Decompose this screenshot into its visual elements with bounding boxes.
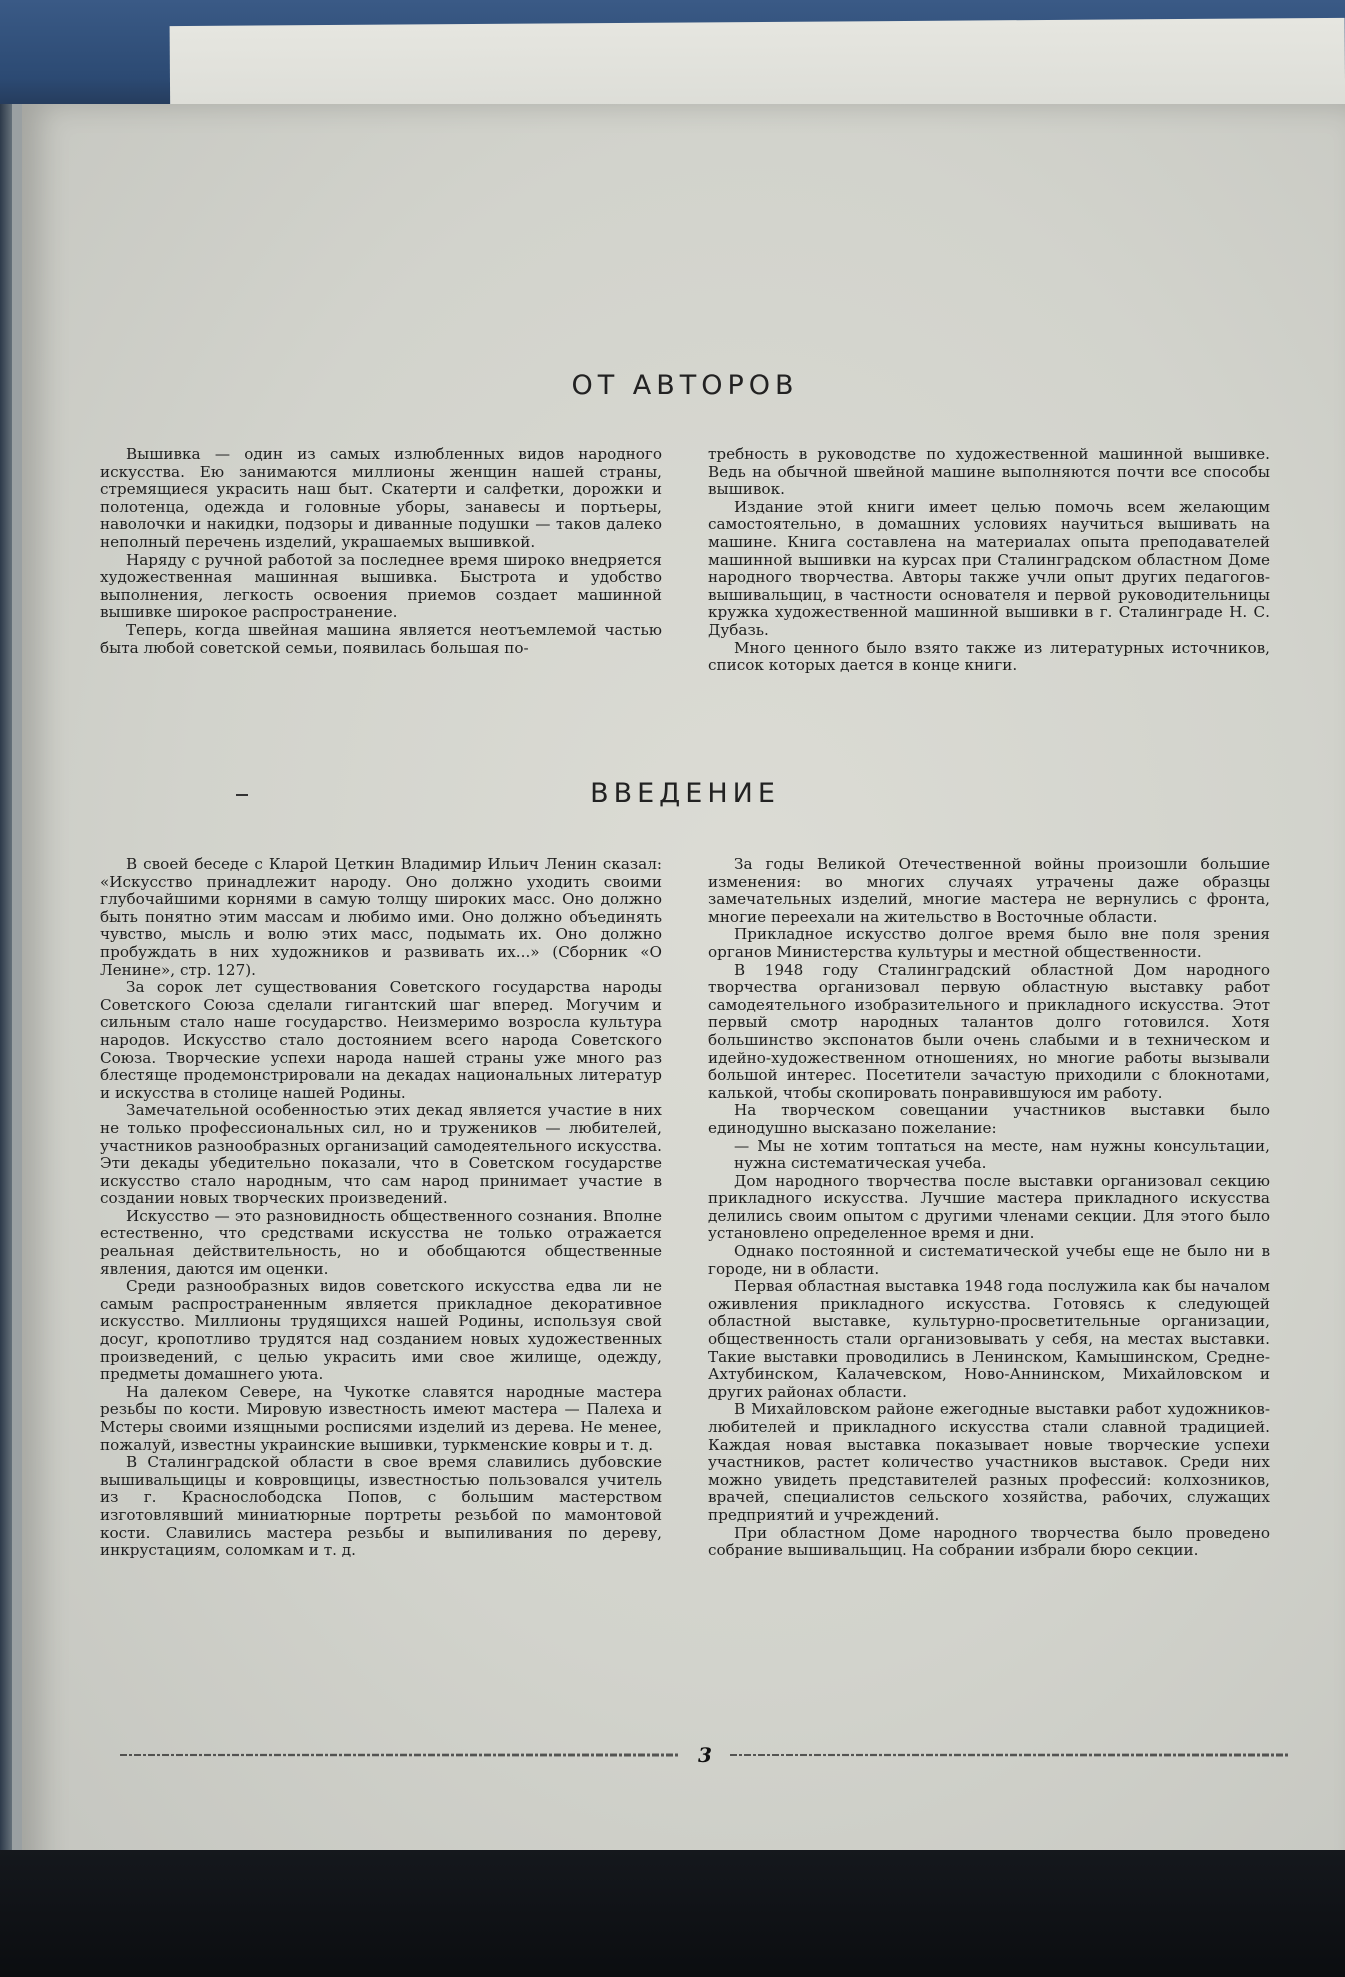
intro-right-column	[708, 856, 1270, 1560]
stray-dash-mark	[236, 794, 248, 796]
footer-rule-left	[120, 1750, 680, 1760]
intro-paragraph: На творческом совещании участников выставки было единодушно высказано пожелание:	[708, 1101, 1270, 1137]
intro-paragraph: В 1948 году Сталинградский областной Дом народного творчества организовал первую областную выставку работ самодеятельного изобразительного и прикладного искусства. Этот первый смотр народных талантов долго готовился. Хотя большинство экспонатов были очень слабыми и в техническом и идейно-художественном отношениях, но многие работы вызывали большой интерес. Посетители зачастую приходили с блокнотами, калькой, чтобы скопировать понравившуюся им работу.	[708, 960, 1270, 1102]
authors-paragraph: требность в руководстве по художественной машинной вышивке. Ведь на обычной швейной машине выполняются почти все способы вышивок.	[708, 445, 1270, 499]
background-surface-bottom	[0, 1850, 1345, 1977]
intro-paragraph: В Сталинградской области в свое время славились дубовские вышивальщицы и ковровщицы, известностью пользовался учитель из г. Краснослободска Попов, с большим мастерством изготовлявший миниатюрные портреты резьбой по мамонтовой кости. Славились мастера резьбы и выпиливания по дереву, инкрустациям, соломкам и т. д.	[100, 1453, 662, 1560]
page-number: 3	[698, 1743, 712, 1767]
authors-paragraph: Много ценного было взято также из литературных источников, список которых дается в конце книги.	[708, 638, 1270, 675]
intro-paragraph: При областном Доме народного творчества было проведено собрание вышивальщиц. На собрании избрали бюро секции.	[708, 1523, 1270, 1560]
authors-section-columns	[100, 446, 1270, 675]
intro-paragraph: Дом народного творчества после выставки организовал секцию прикладного искусства. Лучшие мастера прикладного искусства делились своим опытом с другими членами секции. Для этого было установлено определенное время и дни.	[708, 1171, 1270, 1243]
intro-paragraph: Первая областная выставка 1948 года послужила как бы началом оживления прикладного искусства. Готовясь к следующей областной выставке, культурно-просветительные организации, общественность стали организовывать у себя, на местах выставки. Такие выставки проводились в Ленинском, Камышинском, Средне-Ахтубинском, Калачевском, Ново-Аннинском, Михайловском и других районах области.	[708, 1277, 1270, 1401]
footer-rule-right	[730, 1750, 1290, 1760]
intro-paragraph: За годы Великой Отечественной войны произошли большие изменения: во многих случаях утрачены даже образцы замечательных изделий, многие мастера не вернулись с фронта, многие переехали на жительство в Восточные области.	[708, 855, 1270, 926]
authors-section-title: ОТ АВТОРОВ	[571, 370, 799, 401]
intro-paragraph: В своей беседе с Кларой Цеткин Владимир Ильич Ленин сказал: «Искусство принадлежит народу. Оно должно уходить своими глубочайшими корнями в самую толщу широких масс. Оно должно быть понятно этим массам и любимо ими. Оно должно объединять чувство, мысль и волю этих масс, подымать их. Оно должно пробуждать в них художников и развивать их...» (Сборник «О Ленине», стр. 127).	[100, 855, 662, 979]
authors-paragraph: Издание этой книги имеет целью помочь всем желающим самостоятельно, в домашних условиях научиться вышивать на машине. Книга составлена на материалах опыта преподавателей машинной вышивки на курсах при Сталинградском областном Доме народного творчества. Авторы также учли опыт других педагогов-вышивальщиц, в частности основателя и первой руководительницы кружка художественной машинной вышивки в г. Сталинграде Н. С. Дубазь.	[708, 497, 1270, 639]
intro-paragraph: За сорок лет существования Советского государства народы Советского Союза сделали гигантский шаг вперед. Могучим и сильным стало наше государство. Неизмеримо возросла культура народов. Искусство стало достоянием всего народа Советского Союза. Творческие успехи народа нашей страны уже много раз блестяще продемонстрировали на декадах национальных литератур и искусства в столице нашей Родины.	[100, 978, 662, 1102]
authors-left-column	[100, 446, 662, 675]
intro-section-title: ВВЕДЕНИЕ	[590, 778, 780, 809]
authors-right-column	[708, 446, 1270, 675]
intro-paragraph: Искусство — это разновидность общественного сознания. Вполне естественно, что средствами искусства не только отражается реальная действительность, но и обобщаются общественные явления, даются им оценки.	[100, 1206, 662, 1278]
authors-paragraph: Вышивка — один из самых излюбленных видов народного искусства. Ею занимаются миллионы женщин нашей страны, стремящиеся украсить наш быт. Скатерти и салфетки, дорожки и полотенца, одежда и головные уборы, занавесы и портьеры, наволочки и накидки, подзоры и диванные подушки — таков далеко неполный перечень изделий, украшаемых вышивкой.	[100, 445, 662, 551]
intro-paragraph: Замечательной особенностью этих декад является участие в них не только профессиональных сил, но и тружеников — любителей, участников разнообразных организаций самодеятельного искусства. Эти декады убедительно показали, что в Советском государстве искусство стало народным, что сам народ принимает участие в создании новых творческих произведений.	[100, 1101, 662, 1208]
intro-left-column	[100, 856, 662, 1560]
intro-paragraph: Среди разнообразных видов советского искусства едва ли не самым распространенным является прикладное декоративное искусство. Миллионы трудящихся нашей Родины, используя свой досуг, кропотливо трудятся над созданием новых художественных произведений, с целью украсить ими свое жилище, одежду, предметы домашнего уюта.	[100, 1277, 662, 1384]
intro-paragraph: На далеком Севере, на Чукотке славятся народные мастера резьбы по кости. Мировую известность имеют мастера — Палеха и Мстеры своими изящными росписями изделий из дерева. Не менее, пожалуй, известны украинские вышивки, туркменские ковры и т. д.	[100, 1382, 662, 1454]
authors-paragraph: Наряду с ручной работой за последнее время широко внедряется художественная машинная вышивка. Быстрота и удобство выполнения, легкость освоения приемов создает машинной вышивке широкое распространение.	[100, 550, 662, 622]
authors-paragraph: Теперь, когда швейная машина является неотъемлемой частью быта любой советской семьи, появилась большая по-	[100, 620, 662, 657]
intro-section-columns	[100, 856, 1270, 1560]
intro-quote-line: — Мы не хотим топтаться на месте, нам нужны консультации, нужна систематическая учеба.	[734, 1136, 1270, 1173]
intro-paragraph: Однако постоянной и систематической учебы еще не было ни в городе, ни в области.	[708, 1242, 1270, 1278]
intro-paragraph: В Михайловском районе ежегодные выставки работ художников-любителей и прикладного искусства стали славной традицией. Каждая новая выставка показывает новые творческие успехи участников, растет количество участников выставок. Среди них можно увидеть представителей разных профессий: колхозников, врачей, специалистов сельского хозяйства, рабочих, служащих предприятий и учреждений.	[708, 1400, 1270, 1524]
page-footer	[120, 1740, 1290, 1770]
intro-paragraph: Прикладное искусство долгое время было вне поля зрения органов Министерства культуры и местной общественности.	[708, 925, 1270, 961]
